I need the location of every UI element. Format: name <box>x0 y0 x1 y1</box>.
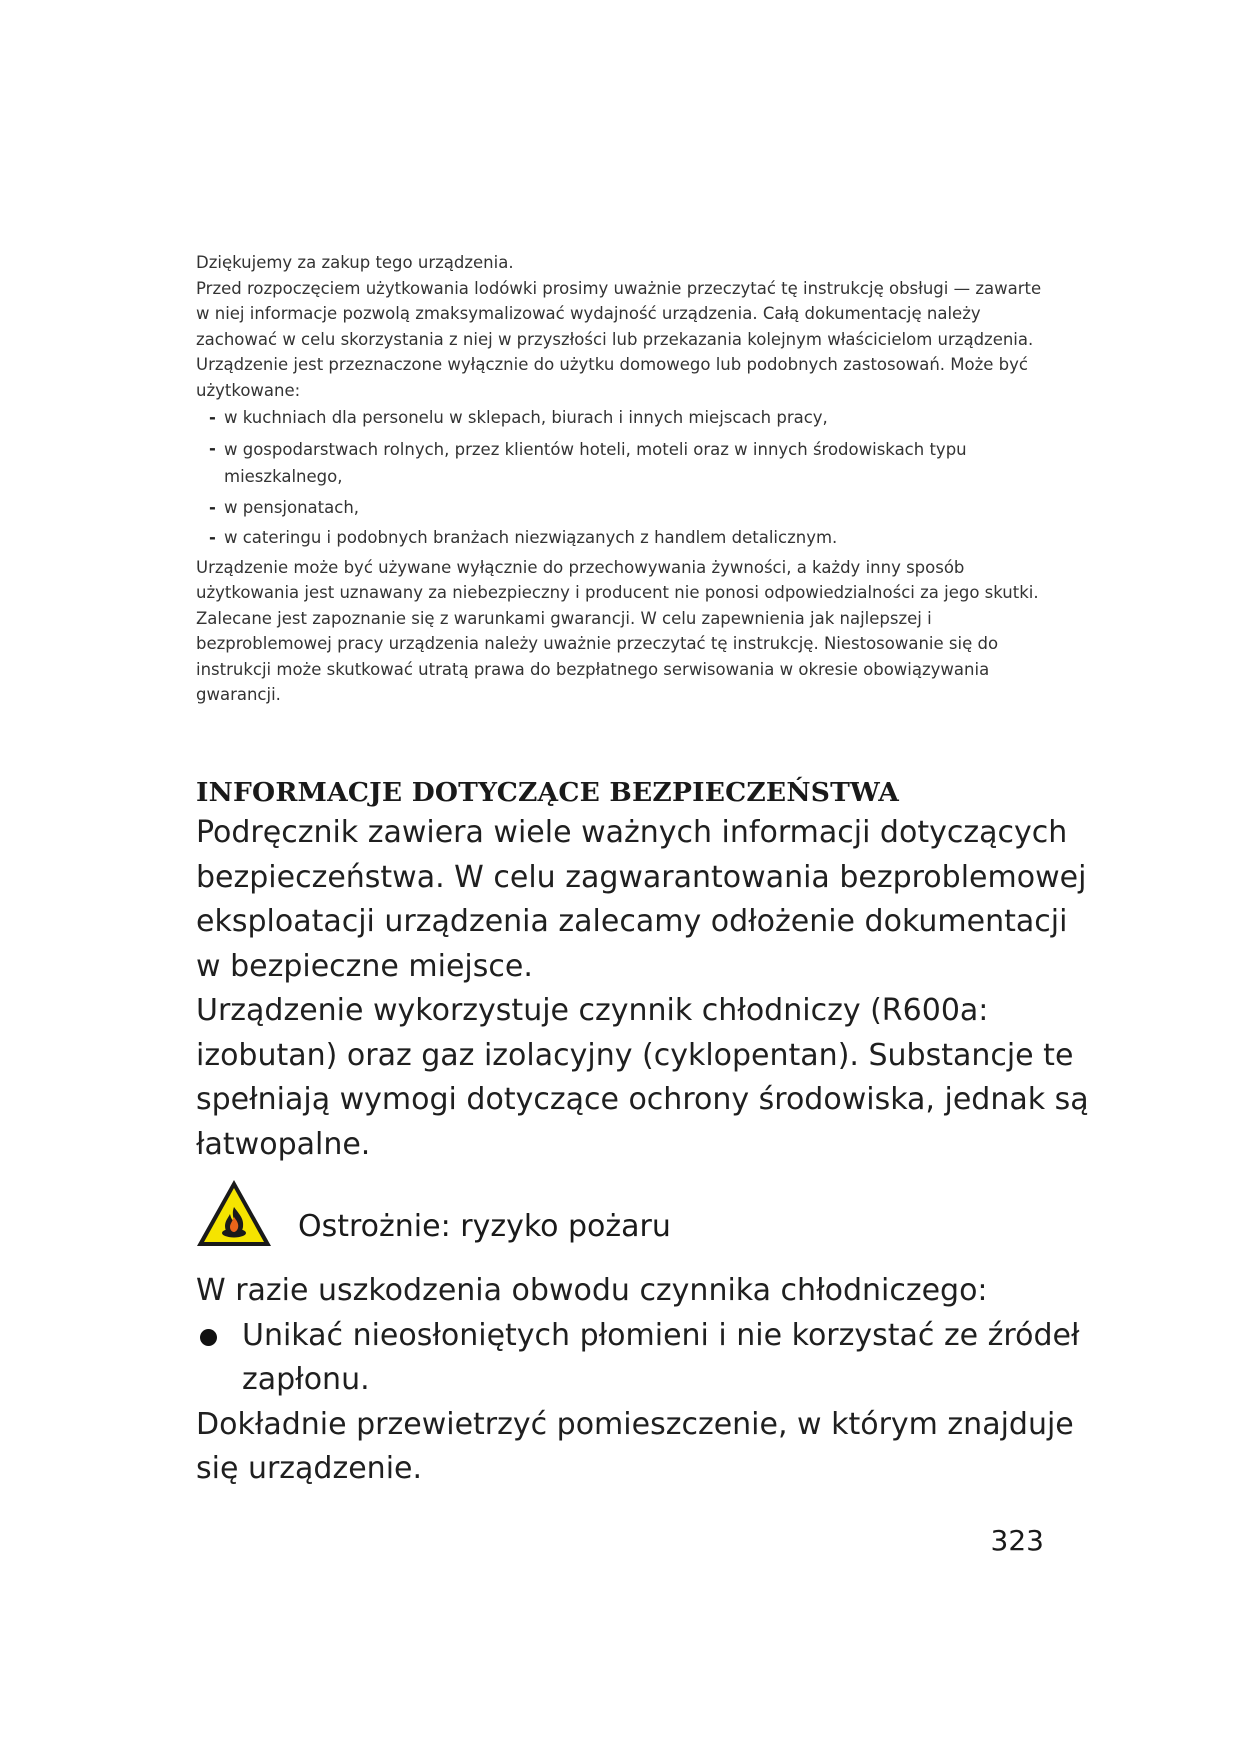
dash-bullet: - <box>209 408 216 427</box>
closing-paragraph: Urządzenie może być używane wyłącznie do przechowywania żywności, a każdy inny sposób użytkowania jest uznawany za niebezpieczny i producent nie ponosi odpowiedzialności za jego skutki. Zalecane jest zapoznanie się z warunkami gwarancji. W celu zapewnienia jak najlepszej i bezproblemowej pracy urządzenia należy uważnie przeczytać tę instrukcję. Niestosowanie się do instrukcji może skutkować utratą prawa do bezpłatnego serwisowania w okresie obowiązywania gwarancji. <box>196 557 1039 704</box>
fire-warning <box>196 1177 1096 1255</box>
safety-section <box>196 775 1096 1492</box>
damage-intro: W razie uszkodzenia obwodu czynnika chłodniczego: <box>196 1273 988 1308</box>
page-number: 323 <box>990 1524 1044 1557</box>
safety-paragraph-manual: Podręcznik zawiera wiele ważnych informacji dotyczących bezpieczeństwa. W celu zagwarantowania bezproblemowej eksploatacji urządzenia zalecamy odłożenie dokumentacji w bezpieczne miejsce. <box>196 815 1087 984</box>
list-item <box>196 405 1056 431</box>
list-item-text: w pensjonatach, <box>224 497 360 517</box>
list-item <box>196 495 1056 521</box>
warning-text: Ostrożnie: ryzyko pożaru <box>298 1209 671 1244</box>
intro-paragraph: Przed rozpoczęciem użytkowania lodówki prosimy uważnie przeczytać tę instrukcję obsługi — zawarte w niej informacje pozwolą zmaksymalizować wydajność urządzenia. Całą dokumentację należy zachować w celu skorzystania z niej w przyszłości lub przekazania kolejnym właścicielom urządzenia. Urządzenie jest przeznaczone wyłącznie do użytku domowego lub podobnych zastosowań. Może być użytkowane: <box>196 278 1042 400</box>
list-item-text: w gospodarstwach rolnych, przez klientów hoteli, moteli oraz w innych środowiskach typu mieszkalnego, <box>224 439 967 486</box>
list-item <box>196 525 1056 551</box>
intro-section <box>196 250 1056 708</box>
dash-bullet: - <box>209 497 216 517</box>
bullet-dot-icon <box>200 1329 217 1346</box>
safety-paragraph-refrigerant: Urządzenie wykorzystuje czynnik chłodniczy (R600a: izobutan) oraz gaz izolacyjny (cyklopentan). Substancje te spełniają wymogi dotyczące ochrony środowiska, jednak są łatwopalne. <box>196 993 1089 1162</box>
ventilate-instruction: Dokładnie przewietrzyć pomieszczenie, w którym znajduje się urządzenie. <box>196 1406 1074 1486</box>
list-item <box>196 436 1056 490</box>
dash-bullet: - <box>209 528 216 547</box>
fire-hazard-warning-icon <box>194 1177 274 1249</box>
thanks-line: Dziękujemy za zakup tego urządzenia. <box>196 253 514 272</box>
list-item-text: w cateringu i podobnych branżach niezwiązanych z handlem detalicznym. <box>224 528 838 547</box>
bullet-item <box>196 1314 1096 1403</box>
usage-list <box>196 405 1056 551</box>
safety-heading: INFORMACJE DOTYCZĄCE BEZPIECZEŃSTWA <box>196 777 900 808</box>
dash-bullet: - <box>209 438 216 458</box>
list-item-text: w kuchniach dla personelu w sklepach, biurach i innych miejscach pracy, <box>224 408 828 427</box>
bullet-text: Unikać nieosłoniętych płomieni i nie korzystać ze źródeł zapłonu. <box>242 1317 1080 1397</box>
